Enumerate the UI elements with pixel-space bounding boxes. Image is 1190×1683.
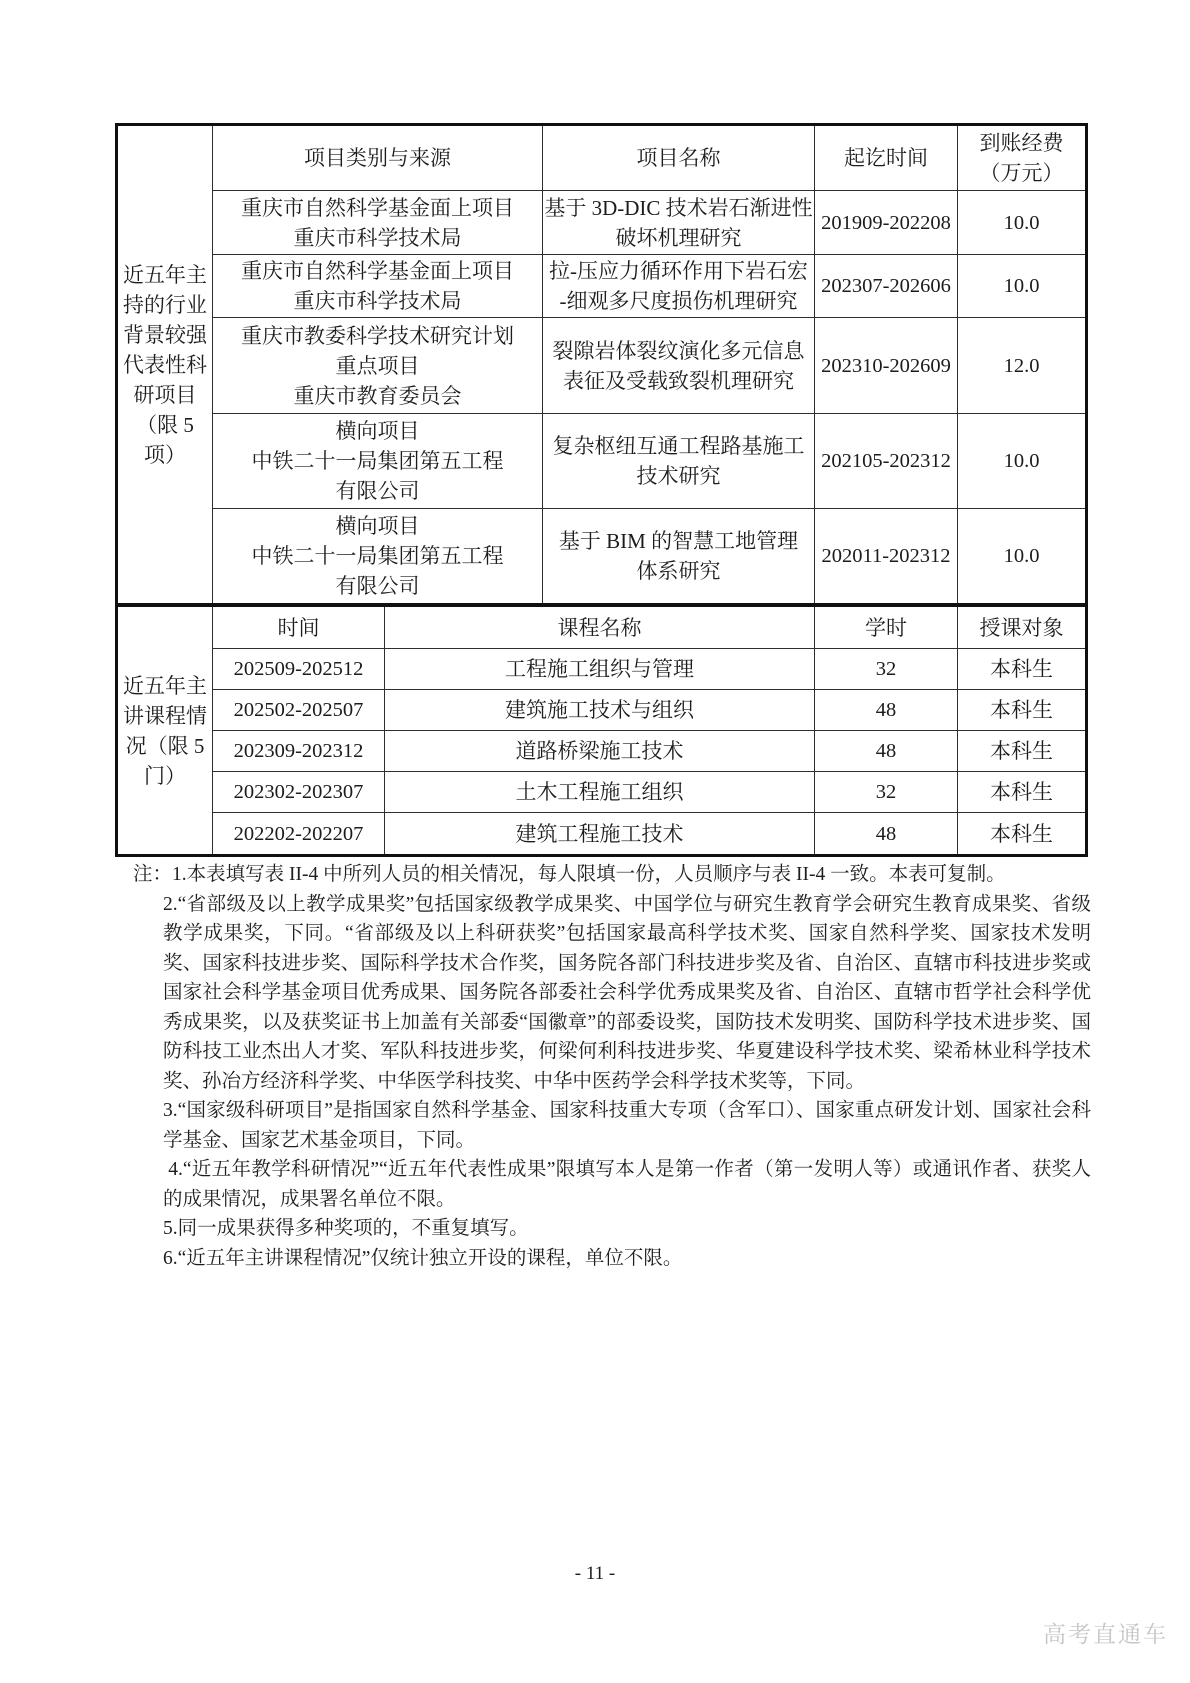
courses-table [118, 603, 1085, 854]
note-item [133, 860, 1091, 890]
header-project-name: 项目名称 [543, 126, 815, 191]
note-item: 4.“近五年教学科研情况”“近五年代表性成果”限填写本人是第一作者（第一发明人等）或通讯作者、获奖人的成果情况，成果署名单位不限。 [163, 1159, 1092, 1210]
note-item: 2.“省部级及以上教学成果奖”包括国家级教学成果奖、中国学位与研究生教育学会研究生教育成果奖、省级教学成果奖，下同。“省部级及以上科研获奖”包括国家最高科学技术奖、国家自然科学奖、国家技术发明奖、国家科技进步奖、国际科学技术合作奖，国务院各部门科技进步奖及省、自治区、直辖市科技进步奖或国家社会科学基金项目优秀成果、国务院各部委社会科学优秀成果奖及省、自治区、直辖市哲学社会科学优秀成果奖，以及获奖证书上加盖有关部委“国徽章”的部委设奖，国防技术发明奖、国防科学技术进步奖、国防科技工业杰出人才奖、军队科技进步奖，何梁何利科技进步奖、华夏建设科学技术奖、梁希林业科学技术奖、孙冶方经济科学奖、中华医学科技奖、中华中医药学会科学技术奖等，下同。 [163, 893, 1091, 1092]
header-project-time: 起讫时间 [815, 126, 958, 191]
project-time-cell: 202307-202606 [815, 255, 958, 318]
header-course-audience: 授课对象 [958, 607, 1085, 649]
project-name-cell: 基于 BIM 的智慧工地管理 体系研究 [543, 509, 815, 603]
project-name-cell: 复杂枢纽互通工程路基施工 技术研究 [543, 414, 815, 509]
courses-row-label: 近五年主 讲课程情 况（限 5 门） [118, 607, 213, 854]
project-fund-cell: 10.0 [958, 414, 1085, 509]
project-category-cell: 重庆市自然科学基金面上项目 重庆市科学技术局 [213, 255, 543, 318]
project-time-cell: 202105-202312 [815, 414, 958, 509]
course-audience-cell: 本科生 [958, 772, 1085, 813]
course-audience-cell: 本科生 [990, 821, 1053, 846]
course-hours-cell: 32 [815, 772, 958, 813]
watermark-text: 高考直通车 [1043, 1621, 1168, 1647]
research-projects-table [118, 126, 1085, 603]
course-name-cell: 土木工程施工组织 [385, 772, 815, 813]
note-text: 1.本表填写表 II-4 中所列人员的相关情况，每人限填一份，人员顺序与表 II-4 一致。本表可复制。 [172, 864, 1006, 885]
project-fund-cell: 10.0 [958, 191, 1085, 255]
course-name-cell: 工程施工组织与管理 [385, 649, 815, 690]
cv-form-table [115, 123, 1088, 857]
course-time-cell: 202309-202312 [213, 731, 385, 772]
course-hours-cell: 48 [815, 813, 958, 854]
form-notes [133, 860, 1091, 1273]
project-name-cell: 基于 3D-DIC 技术岩石渐进性 破坏机理研究 [543, 191, 815, 255]
project-fund-cell: 10.0 [1003, 545, 1040, 567]
project-fund-cell: 12.0 [958, 318, 1085, 414]
course-time-cell: 202202-202207 [213, 813, 385, 854]
course-hours-cell: 48 [815, 731, 958, 772]
research-projects-row-label: 近五年主 持的行业 背景较强 代表性科 研项目 （限 5 项） [118, 126, 213, 603]
project-name-cell: 裂隙岩体裂纹演化多元信息 表征及受载致裂机理研究 [543, 318, 815, 414]
course-time-cell: 202502-202507 [213, 690, 385, 731]
course-audience-cell: 本科生 [958, 731, 1085, 772]
project-name-cell: 拉-压应力循环作用下岩石宏 -细观多尺度损伤机理研究 [543, 255, 815, 318]
project-time-cell: 202011-202312 [815, 509, 958, 603]
note-item: 3.“国家级科研项目”是指国家自然科学基金、国家科技重大专项（含军口）、国家重点研发计划、国家社会科学基金、国家艺术基金项目，下同。 [163, 1100, 1091, 1151]
header-course-hours: 学时 [815, 607, 958, 649]
note-item: 6.“近五年主讲课程情况”仅统计独立开设的课程，单位不限。 [163, 1247, 683, 1269]
page-number: - 11 - [574, 1563, 616, 1584]
course-time-cell: 202509-202512 [213, 649, 385, 690]
header-course-time: 时间 [213, 607, 385, 649]
header-project-fund: 到账经费 （万元） [958, 126, 1085, 191]
project-fund-cell: 10.0 [958, 255, 1085, 318]
note-item: 5.同一成果获得多种奖项的，不重复填写。 [163, 1218, 529, 1239]
header-course-name: 课程名称 [385, 607, 815, 649]
project-category-cell: 重庆市教委科学技术研究计划 重点项目 重庆市教育委员会 [213, 318, 543, 414]
course-hours-cell: 32 [815, 649, 958, 690]
notes-prefix-label: 注： [133, 864, 173, 885]
project-time-cell: 201909-202208 [815, 191, 958, 255]
project-category-cell: 横向项目 中铁二十一局集团第五工程 有限公司 [213, 509, 543, 603]
course-time-cell: 202302-202307 [213, 772, 385, 813]
course-name-cell: 建筑施工技术与组织 [385, 690, 815, 731]
project-category-cell: 横向项目 中铁二十一局集团第五工程 有限公司 [213, 414, 543, 509]
course-audience-cell: 本科生 [958, 649, 1085, 690]
project-category-cell: 重庆市自然科学基金面上项目 重庆市科学技术局 [213, 191, 543, 255]
header-project-category: 项目类别与来源 [213, 126, 543, 191]
course-hours-cell: 48 [815, 690, 958, 731]
course-audience-cell: 本科生 [958, 690, 1085, 731]
project-time-cell: 202310-202609 [815, 318, 958, 414]
course-name-cell: 建筑工程施工技术 [385, 813, 815, 854]
course-name-cell: 道路桥梁施工技术 [385, 731, 815, 772]
